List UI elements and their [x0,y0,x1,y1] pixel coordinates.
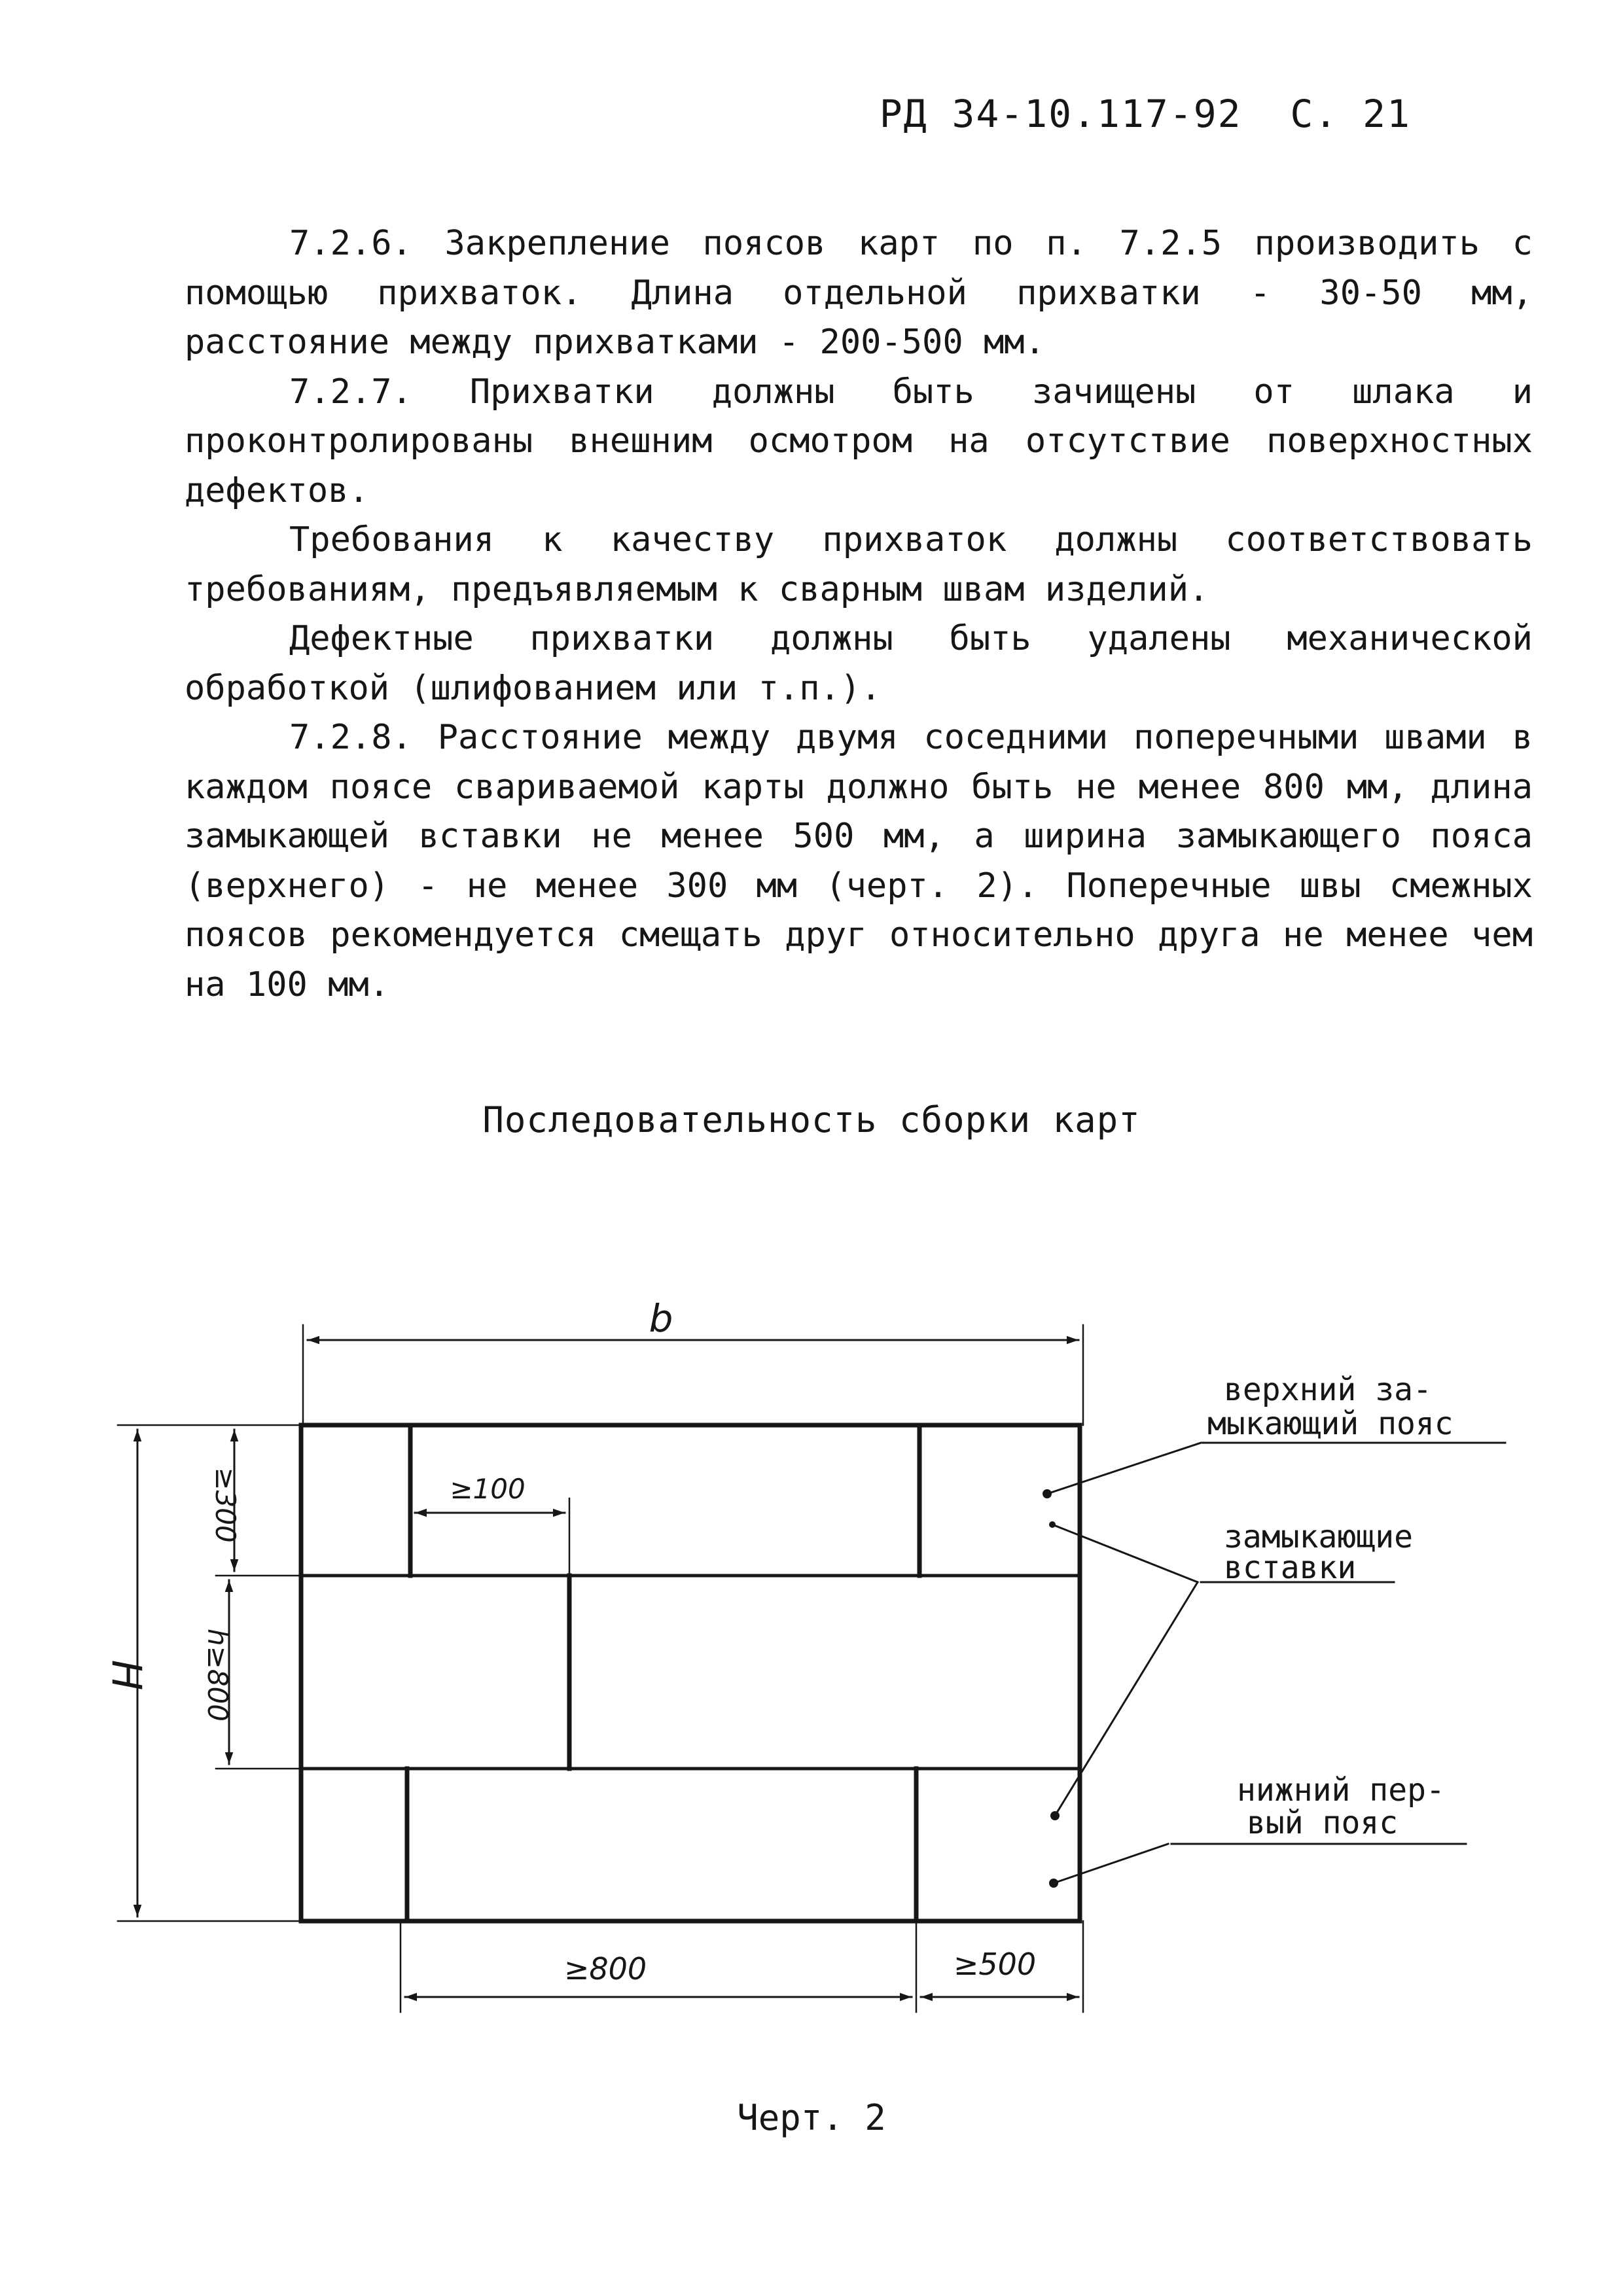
label-inserts-1: замыкающие [1224,1519,1413,1555]
bottom-right-label: ≥500 [953,1947,1037,1982]
card-outline [301,1425,1080,1921]
paragraph-7-2-6: 7.2.6. Закрепление поясов карт по п. 7.2.5 производить с помощью прихваток. Длина отдельной прихватки - 30-50 мм, расстояние между прихватками - 200-500 мм. [185,224,1533,362]
leader-inserts-upper [1052,1525,1198,1582]
width-label: b [649,1296,673,1341]
bottom-left-label: ≥800 [563,1951,647,1987]
leader-top-belt [1047,1443,1201,1494]
page-number: С. 21 [1290,92,1411,136]
label-top-belt-1: верхний за- [1224,1371,1432,1408]
dot-top-belt [1043,1489,1052,1498]
dot-insert-upper [1049,1521,1056,1528]
leader-inserts-lower [1055,1582,1198,1816]
paragraph-defective-tacks: Дефектные прихватки должны быть удалены механической обработкой (шлифованием или т.п.). [185,619,1533,708]
figure-caption: Черт. 2 [737,2097,886,2138]
offset-label: ≥100 [450,1473,526,1505]
label-bottom-belt-1: нижний пер- [1237,1772,1445,1809]
belt-height-label: h≥800 [202,1629,234,1722]
height-label: H [103,1659,151,1691]
top-belt-label: ≥300 [209,1467,241,1543]
label-top-belt-2: мыкающий пояс [1207,1405,1454,1442]
label-inserts-2: вставки [1224,1549,1357,1586]
paragraph-7-2-8: 7.2.8. Расстояние между двумя соседними поперечными швами в каждом поясе свариваемой карты должно быть не менее 800 мм, длина замыкающей вставки не менее 500 мм, а ширина замыкающего пояса (верхнего) - не менее 300 мм (черт. 2). Поперечные швы смежных поясов рекомендуется смещать друг относительно друга не менее чем на 100 мм. [185,718,1533,1004]
label-bottom-belt-2: вый пояс [1247,1805,1399,1841]
document-reference: РД 34-10.117-92 [879,92,1242,136]
dot-bottom-belt [1049,1879,1058,1888]
paragraph-tack-quality: Требования к качеству прихваток должны соответствовать требованиям, предъявляемым к сварным швам изделий. [185,520,1533,609]
dot-insert-lower [1050,1811,1060,1820]
figure-title: Последовательность сборки карт [482,1099,1141,1140]
paragraph-7-2-7: 7.2.7. Прихватки должны быть зачищены от шлака и проконтролированы внешним осмотром на отсутствие поверхностных дефектов. [185,372,1533,510]
leader-bottom-belt [1054,1844,1168,1883]
